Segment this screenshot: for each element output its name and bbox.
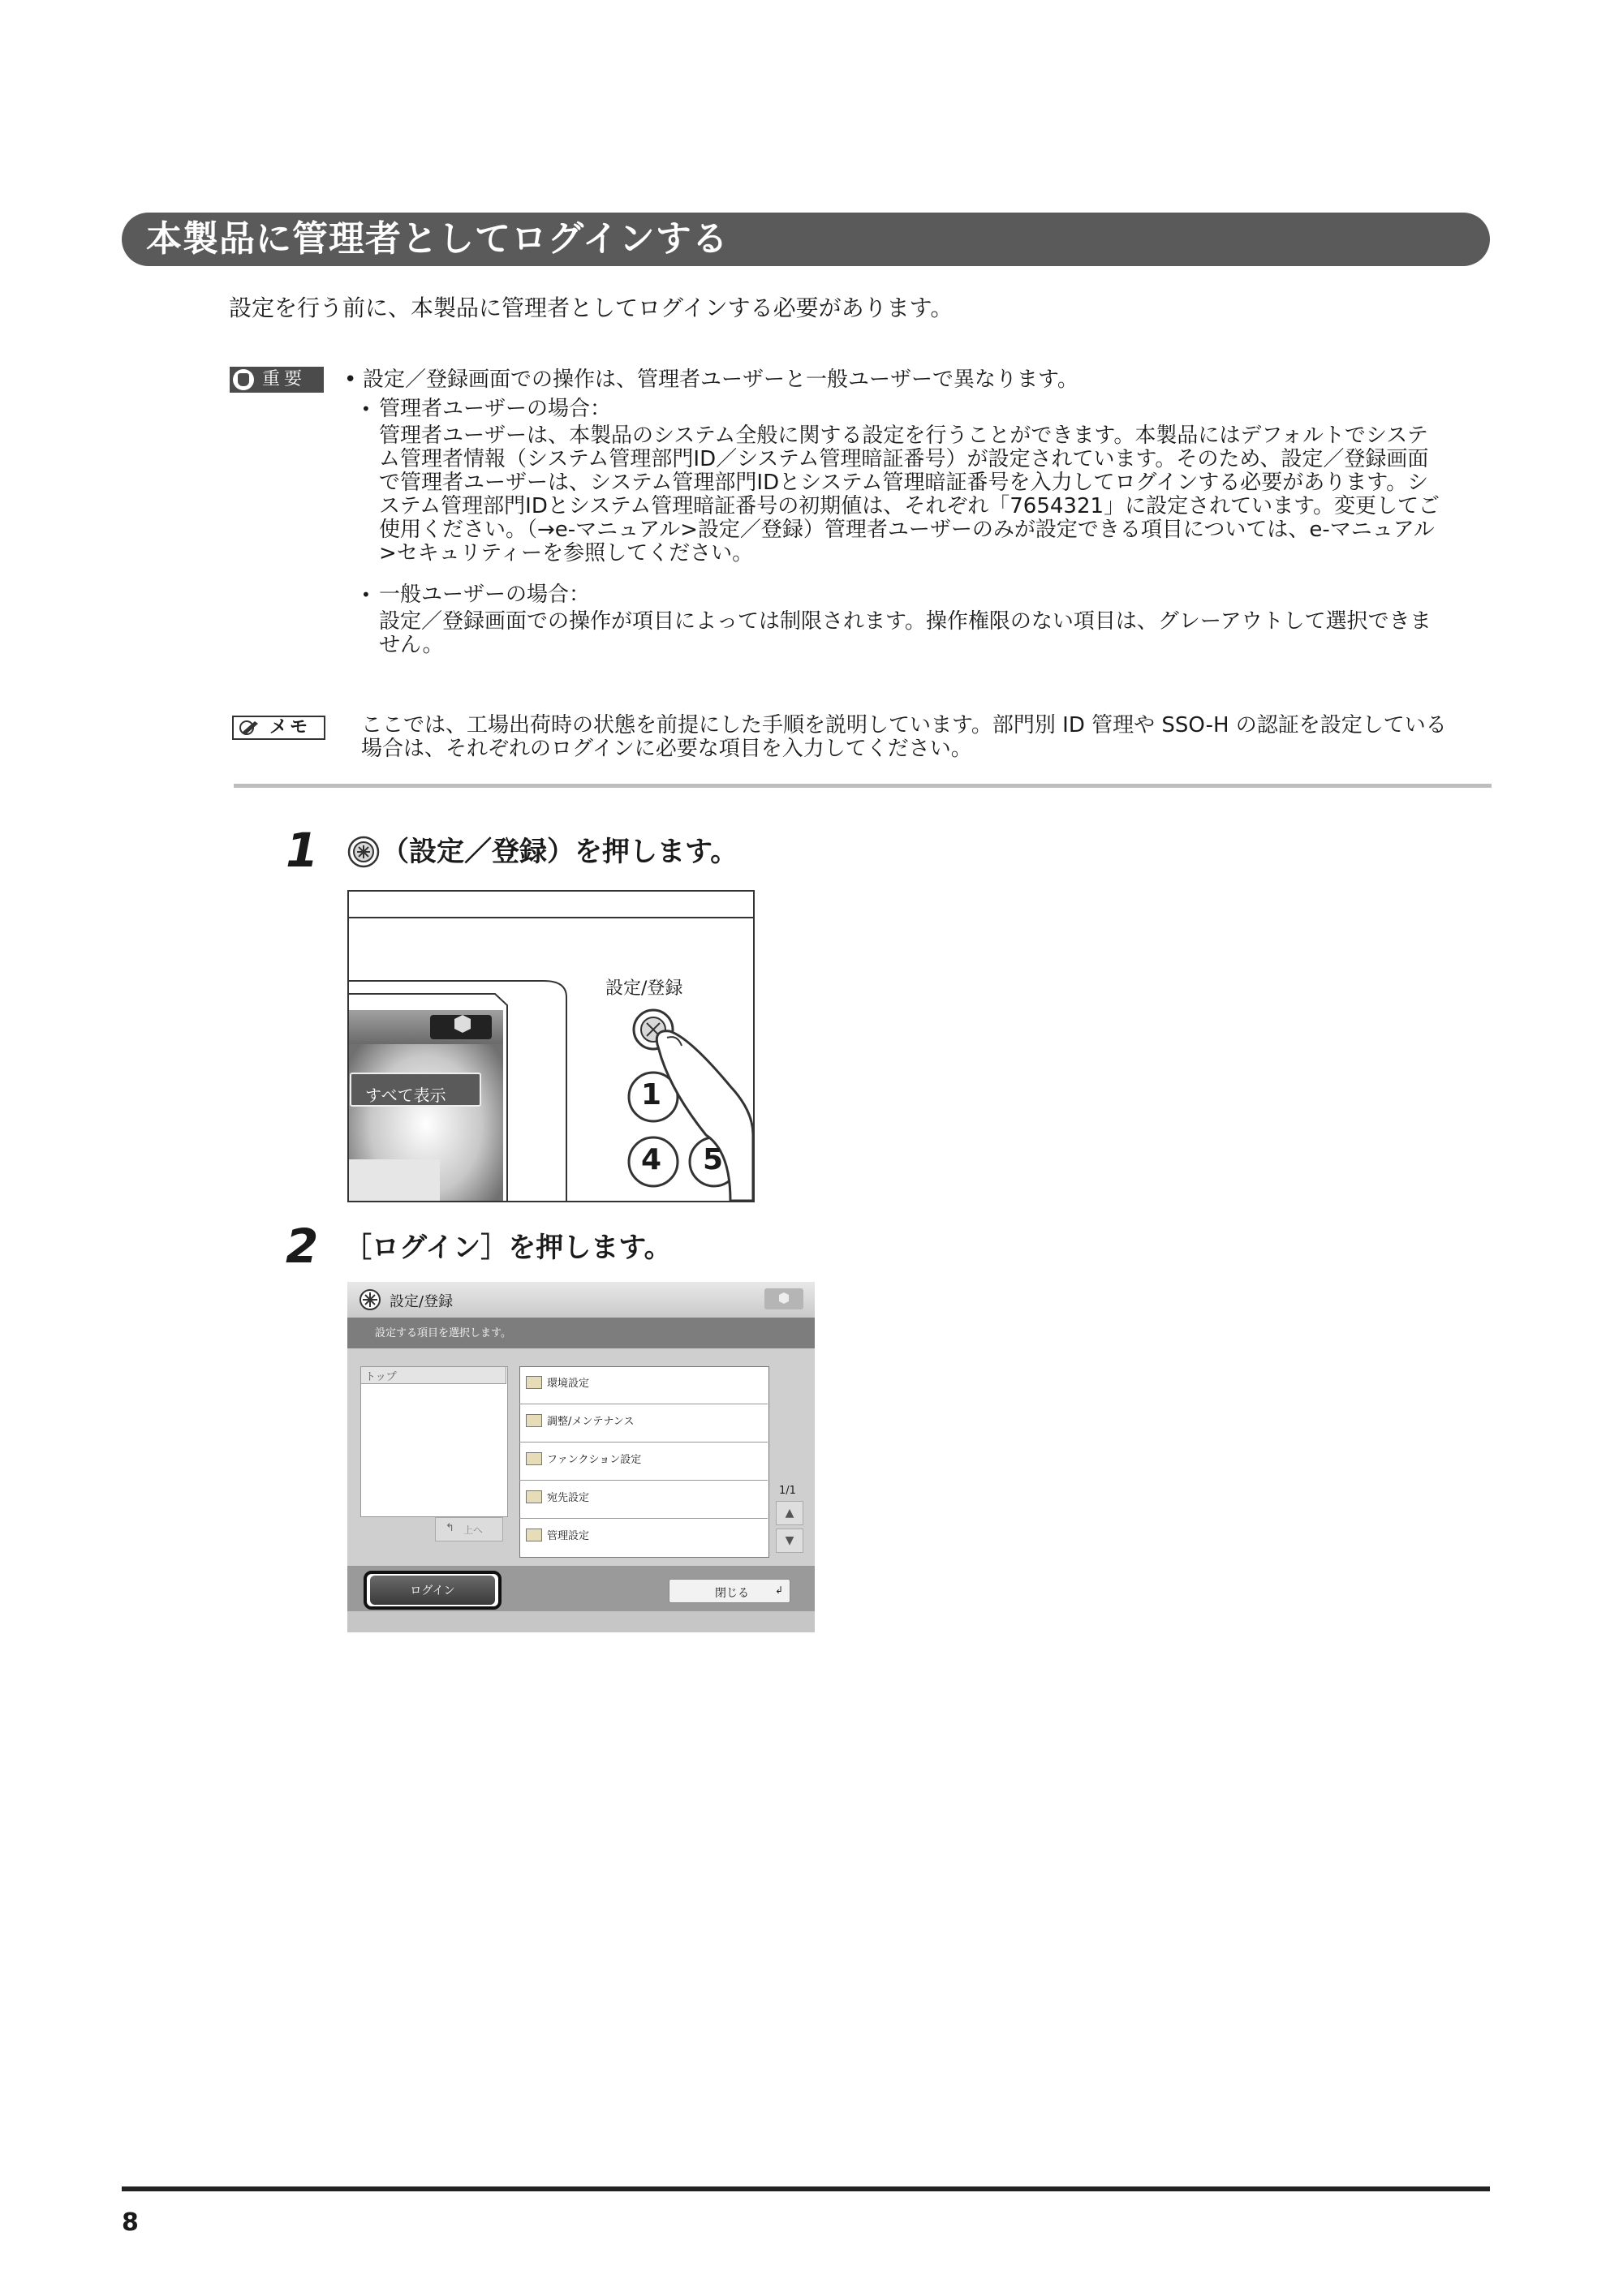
list-item-label: 調整/メンテナンス bbox=[547, 1416, 635, 1428]
control-panel-illustration bbox=[347, 890, 755, 1202]
hand-icon bbox=[233, 369, 254, 390]
key-5[interactable]: 5 bbox=[703, 1143, 724, 1176]
folder-icon bbox=[526, 1529, 542, 1541]
folder-icon bbox=[526, 1490, 542, 1503]
folder-icon bbox=[526, 1414, 542, 1427]
admin-line: >セキュリティーを参照してください。 bbox=[379, 541, 754, 565]
tree-top-label: トップ bbox=[365, 1371, 397, 1383]
settings-button-label: 設定/登録 bbox=[605, 978, 683, 999]
admin-line: ステム管理部門IDとシステム管理暗証番号の初期値は、それぞれ「7654321」に設定されています。変更してご bbox=[379, 494, 1440, 518]
settings-screen bbox=[347, 1282, 815, 1632]
list-item[interactable] bbox=[519, 1366, 768, 1404]
screen-bottom-strip bbox=[347, 1611, 815, 1632]
step-number: 1 bbox=[286, 823, 319, 878]
folder-icon bbox=[526, 1376, 542, 1389]
pencil-icon bbox=[239, 720, 261, 736]
important-badge bbox=[230, 367, 324, 393]
list-item-label: 管理設定 bbox=[547, 1530, 590, 1542]
instruction-text: 設定する項目を選択します。 bbox=[375, 1327, 511, 1339]
general-line: せん。 bbox=[379, 633, 444, 657]
memo-badge bbox=[232, 716, 325, 740]
section-title: 本製品に管理者としてログインする bbox=[146, 218, 729, 260]
login-button-label: ログイン bbox=[410, 1584, 455, 1597]
scroll-up-button[interactable]: ▲ bbox=[776, 1501, 803, 1525]
folder-icon bbox=[526, 1452, 542, 1465]
footer-divider bbox=[122, 2186, 1490, 2191]
memo-badge-label: メモ bbox=[269, 717, 311, 737]
step-number: 2 bbox=[286, 1219, 319, 1274]
divider bbox=[234, 784, 1492, 788]
admin-line: で管理者ユーザーは、システム管理部門IDとシステム管理暗証番号を入力してログインする必要があります。シ bbox=[379, 471, 1429, 495]
close-button-label: 閉じる bbox=[715, 1587, 749, 1600]
page-number: 8 bbox=[122, 2208, 139, 2237]
box-icon bbox=[764, 1288, 803, 1309]
item-list-rows bbox=[519, 1366, 768, 1556]
screen-title: 設定/登録 bbox=[390, 1293, 454, 1310]
scroll-down-button[interactable]: ▼ bbox=[776, 1529, 803, 1553]
list-item-label: 宛先設定 bbox=[547, 1492, 590, 1504]
admin-line: ム管理者情報（システム管理部門ID／システム管理暗証番号）が設定されています。そのため、設定／登録画面 bbox=[379, 447, 1429, 471]
admin-heading: 管理者ユーザーの場合： bbox=[379, 397, 612, 421]
step-text: ［ログイン］を押します。 bbox=[344, 1232, 672, 1264]
step-text: （設定／登録）を押します。 bbox=[381, 836, 738, 868]
important-badge-label: 重要 bbox=[262, 369, 307, 389]
bullet-icon: • bbox=[361, 399, 371, 419]
list-item-label: ファンクション設定 bbox=[547, 1454, 642, 1466]
show-all-button[interactable]: すべて表示 bbox=[365, 1086, 446, 1105]
admin-line: 管理者ユーザーは、本製品のシステム全般に関する設定を行うことができます。本製品にはデフォルトでシステ bbox=[379, 424, 1428, 448]
tree-panel bbox=[360, 1366, 508, 1517]
list-item[interactable] bbox=[519, 1443, 768, 1481]
bullet-icon: • bbox=[361, 585, 371, 604]
list-item[interactable] bbox=[519, 1404, 768, 1443]
admin-line: 使用ください。（→e-マニュアル>設定／登録）管理者ユーザーのみが設定できる項目については、e-マニュアル bbox=[379, 518, 1435, 542]
important-lead: • 設定／登録画面での操作は、管理者ユーザーと一般ユーザーで異なります。 bbox=[345, 368, 1078, 392]
memo-line: 場合は、それぞれのログインに必要な項目を入力してください。 bbox=[361, 737, 972, 761]
intro-text: 設定を行う前に、本製品に管理者としてログインする必要があります。 bbox=[229, 295, 954, 321]
settings-icon bbox=[359, 1288, 381, 1311]
page-indicator: 1/1 bbox=[779, 1485, 796, 1497]
settings-key-icon bbox=[347, 836, 380, 868]
memo-line: ここでは、工場出荷時の状態を前提にした手順を説明しています。部門別 ID 管理や SSO-H の認証を設定している bbox=[361, 713, 1447, 737]
list-item[interactable] bbox=[519, 1519, 768, 1556]
panel-artwork bbox=[349, 892, 753, 1201]
up-arrow-icon: ↰ bbox=[446, 1522, 454, 1534]
up-button-label: 上へ bbox=[463, 1524, 484, 1536]
login-button[interactable] bbox=[370, 1576, 495, 1605]
key-1[interactable]: 1 bbox=[641, 1078, 662, 1111]
list-item[interactable] bbox=[519, 1481, 768, 1519]
general-line: 設定／登録画面での操作が項目によっては制限されます。操作権限のない項目は、グレーアウトして選択できま bbox=[379, 609, 1431, 634]
key-4[interactable]: 4 bbox=[641, 1143, 662, 1176]
enter-icon: ↲ bbox=[774, 1584, 783, 1596]
up-button[interactable] bbox=[435, 1517, 503, 1541]
status-monitor-button[interactable] bbox=[764, 1288, 803, 1309]
close-button[interactable] bbox=[669, 1579, 790, 1603]
general-heading: 一般ユーザーの場合： bbox=[379, 583, 591, 607]
list-item-label: 環境設定 bbox=[547, 1378, 590, 1390]
